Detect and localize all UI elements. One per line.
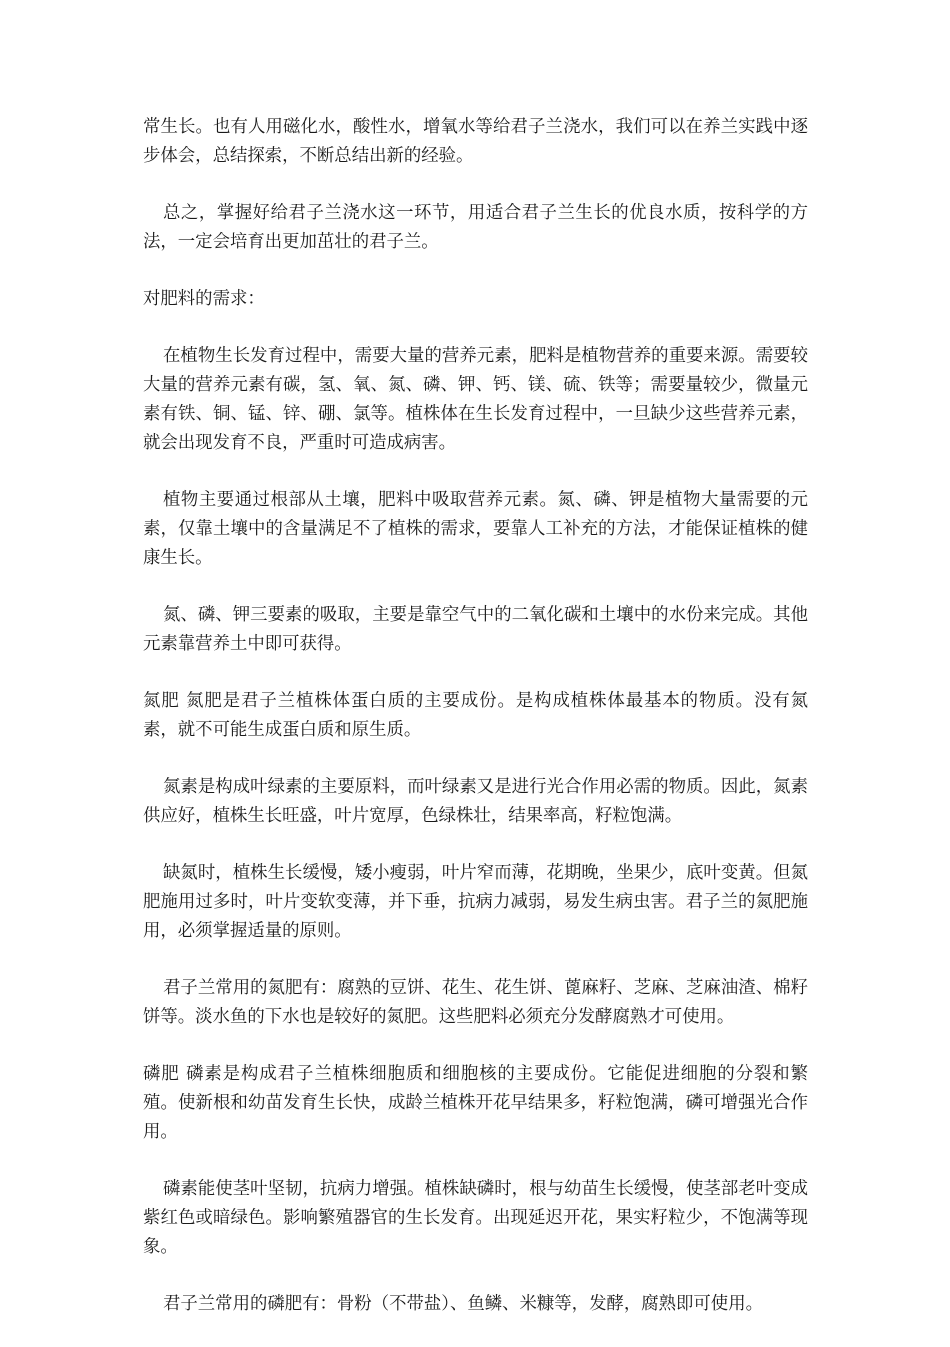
paragraph: 植物主要通过根部从土壤，肥料中吸取营养元素。氮、磷、钾是植物大量需要的元素，仅靠土壤中的含量满足不了植株的需求，要靠人工补充的方法，才能保证植株的健康生长。 (143, 490, 808, 568)
paragraph: 君子兰常用的氮肥有：腐熟的豆饼、花生、花生饼、蓖麻籽、芝麻、芝麻油渣、棉籽饼等。淡水鱼的下水也是较好的氮肥。这些肥料必须充分发酵腐熟才可使用。 (143, 978, 808, 1027)
paragraph: 磷肥 磷素是构成君子兰植株细胞质和细胞核的主要成份。它能促进细胞的分裂和繁殖。使新根和幼苗发育生长快，成龄兰植株开花早结果多，籽粒饱满，磷可增强光合作用。 (143, 1064, 808, 1142)
paragraph: 常生长。也有人用磁化水，酸性水，增氧水等给君子兰浇水，我们可以在养兰实践中逐步体会，总结探索，不断总结出新的经验。 (143, 117, 808, 166)
paragraph: 氮素是构成叶绿素的主要原料，而叶绿素又是进行光合作用必需的物质。因此，氮素供应好，植株生长旺盛，叶片宽厚，色绿株壮，结果率高，籽粒饱满。 (143, 777, 808, 826)
paragraph: 氮、磷、钾三要素的吸取，主要是靠空气中的二氧化碳和土壤中的水份来完成。其他元素靠营养土中即可获得。 (143, 605, 808, 654)
paragraph: 总之，掌握好给君子兰浇水这一环节，用适合君子兰生长的优良水质，按科学的方法，一定会培育出更加茁壮的君子兰。 (143, 203, 808, 252)
document-page (143, 113, 808, 1347)
paragraph: 在植物生长发育过程中，需要大量的营养元素，肥料是植物营养的重要来源。需要较大量的营养元素有碳，氢、氧、氮、磷、钾、钙、镁、硫、铁等；需要量较少，微量元素有铁、铜、锰、锌、硼、氯等。植株体在生长发育过程中，一旦缺少这些营养元素，就会出现发育不良，严重时可造成病害。 (143, 346, 808, 453)
section-heading: 对肥料的需求： (143, 289, 265, 309)
paragraph: 缺氮时，植株生长缓慢，矮小瘦弱，叶片窄而薄，花期晚，坐果少，底叶变黄。但氮肥施用过多时，叶片变软变薄，并下垂，抗病力减弱，易发生病虫害。君子兰的氮肥施用，必须掌握适量的原则。 (143, 863, 808, 941)
paragraph: 氮肥 氮肥是君子兰植株体蛋白质的主要成份。是构成植株体最基本的物质。没有氮素，就不可能生成蛋白质和原生质。 (143, 691, 808, 740)
paragraph: 君子兰常用的磷肥有：骨粉（不带盐）、鱼鳞、米糠等，发酵，腐熟即可使用。 (163, 1294, 763, 1314)
paragraph: 磷素能使茎叶坚韧，抗病力增强。植株缺磷时，根与幼苗生长缓慢，使茎部老叶变成紫红色或暗绿色。影响繁殖器官的生长发育。出现延迟开花，果实籽粒少，不饱满等现象。 (143, 1179, 808, 1257)
